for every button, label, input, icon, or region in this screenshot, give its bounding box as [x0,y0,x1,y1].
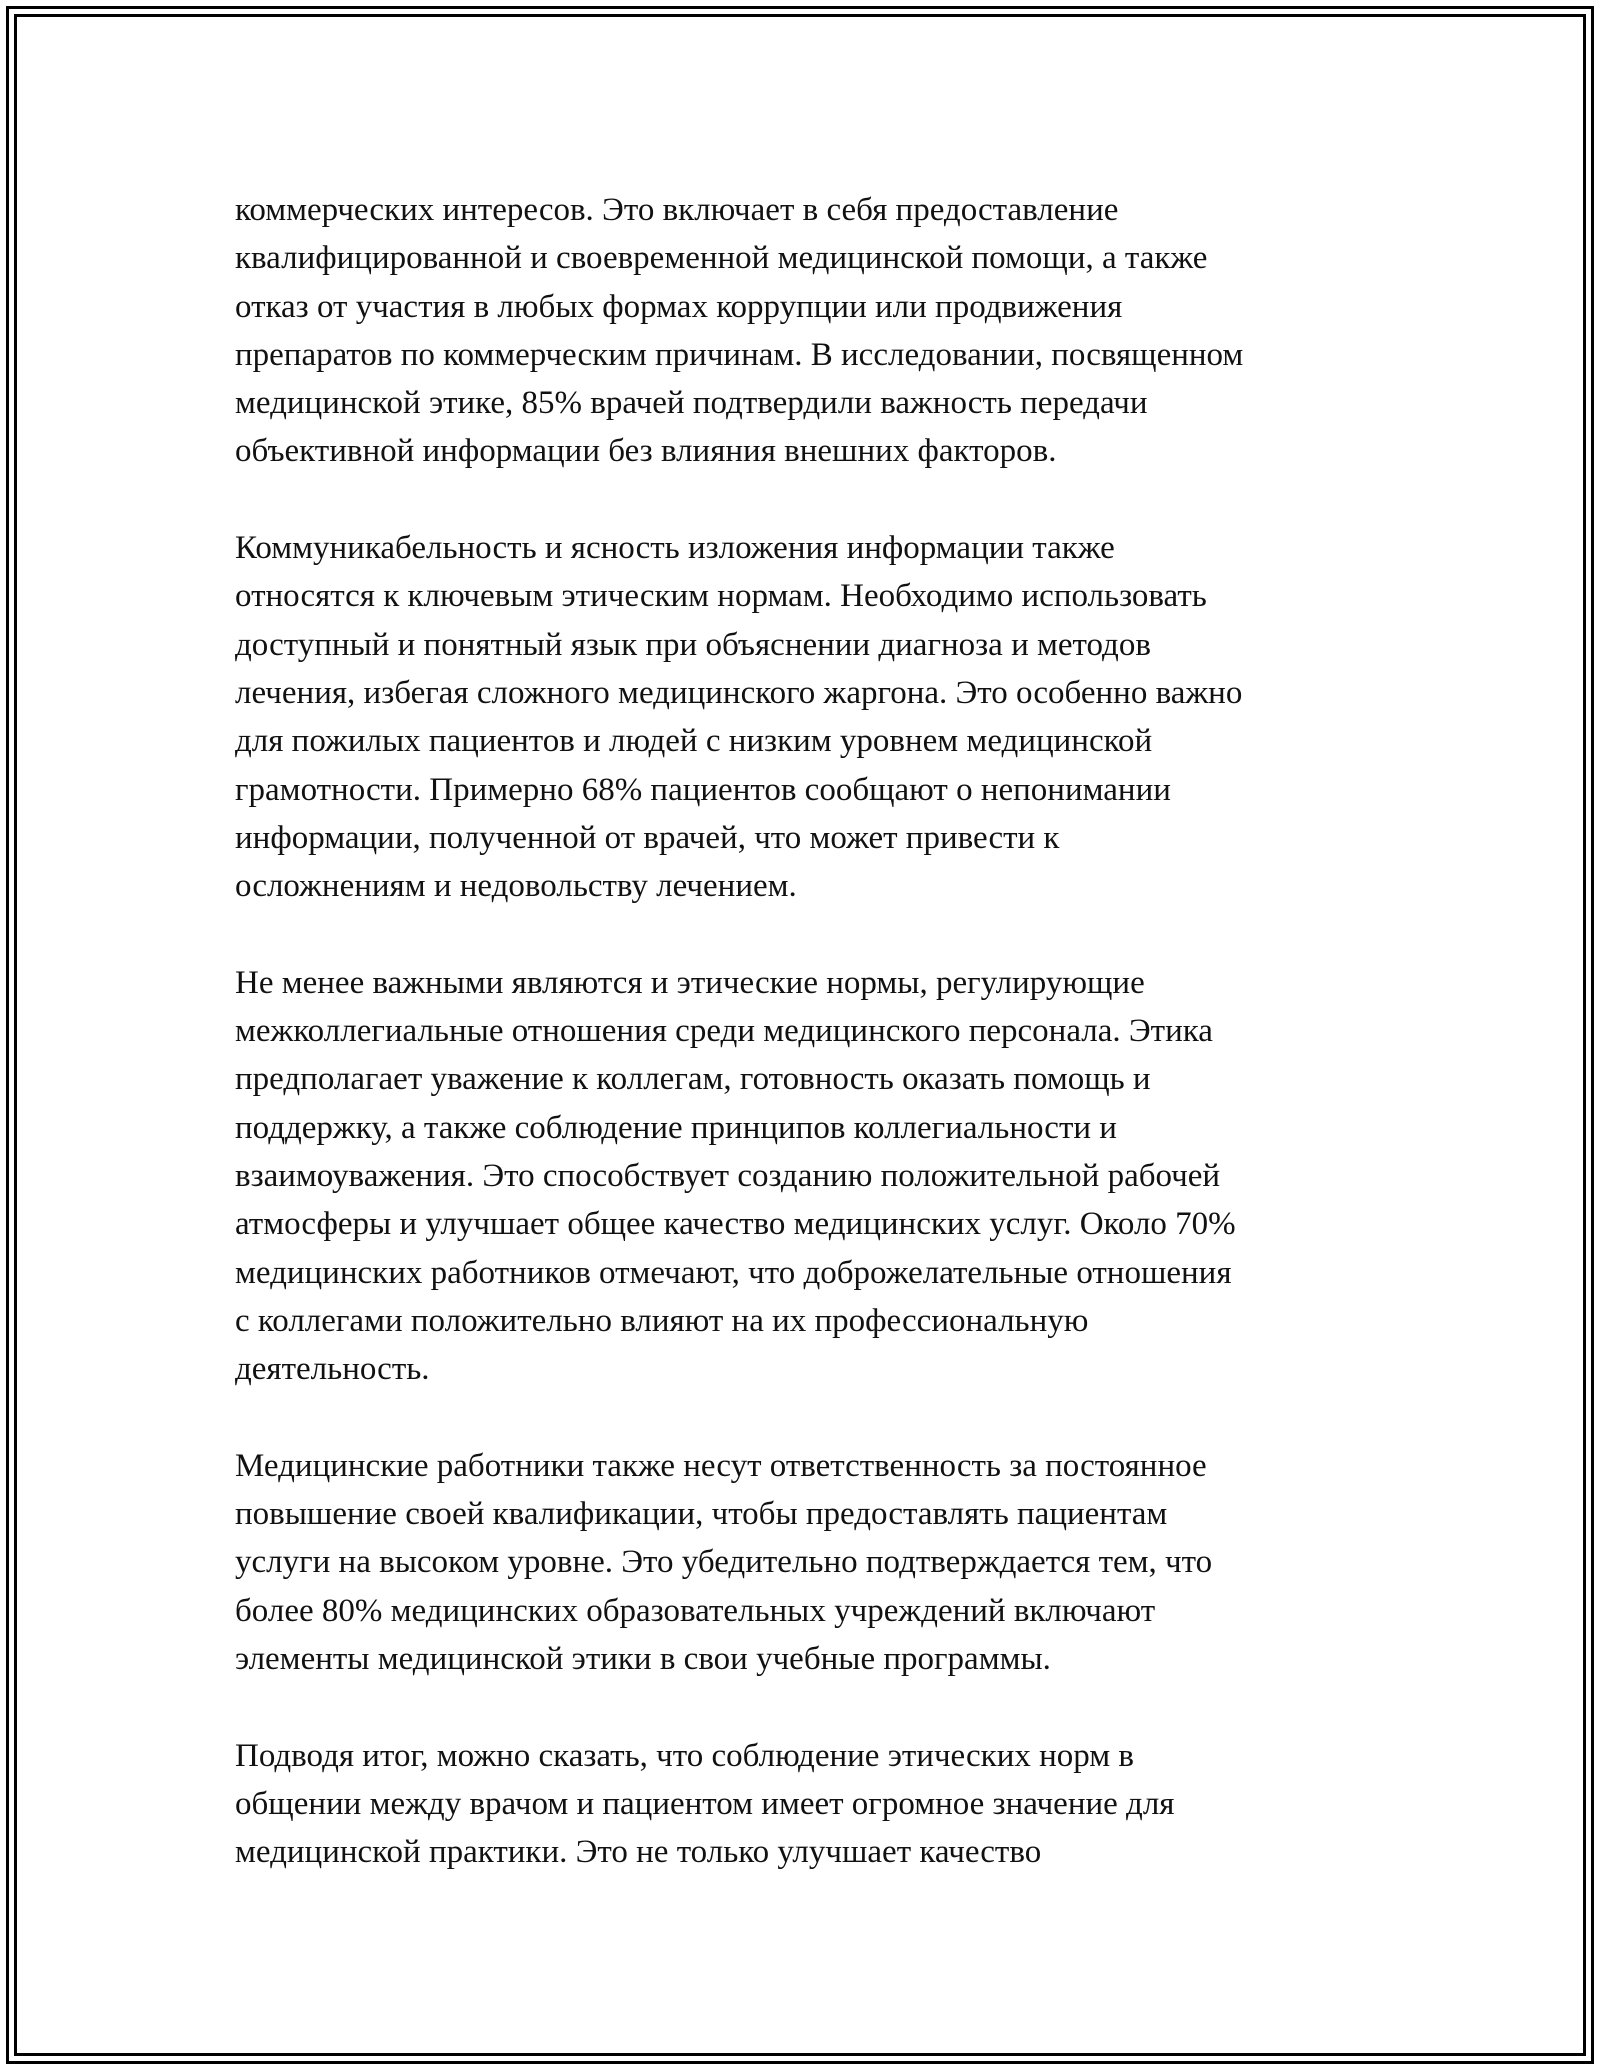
paragraph-qualification [235,1442,1395,1683]
text-line: атмосферы и улучшает общее качество медицинских услуг. Около 70% [235,1206,1236,1243]
text-line: объективной информации без влияния внешних факторов. [235,433,1057,470]
text-line: взаимоуважения. Это способствует созданию положительной рабочей [235,1157,1221,1194]
text-line: элементы медицинской этики в свои учебные программы. [235,1640,1051,1677]
paragraph-commercial-interests [235,186,1395,476]
text-line: отказ от участия в любых формах коррупции или продвижения [235,288,1123,325]
text-line: препаратов по коммерческим причинам. В исследовании, посвященном [235,336,1244,373]
text-line: грамотности. Примерно 68% пациентов сообщают о непонимании [235,771,1171,808]
text-line: услуги на высоком уровне. Это убедительно подтверждается тем, что [235,1544,1213,1581]
text-line: медицинской практики. Это не только улучшает качество [235,1834,1042,1871]
text-line: коммерческих интересов. Это включает в себя предоставление [235,192,1119,228]
text-line: общении между врачом и пациентом имеет огромное значение для [235,1785,1175,1822]
document-body [235,186,1395,1925]
text-line: осложнениям и недовольству лечением. [235,868,797,905]
text-line: межколлегиальные отношения среди медицинского персонала. Этика [235,1013,1213,1050]
paragraph-communication [235,524,1395,910]
paragraph-conclusion [235,1732,1395,1877]
text-line: лечения, избегая сложного медицинского жаргона. Это особенно важно [235,674,1243,711]
text-line: Не менее важными являются и этические нормы, регулирующие [235,964,1145,1001]
text-line: Подводя итог, можно сказать, что соблюдение этических норм в [235,1737,1134,1774]
text-line: для пожилых пациентов и людей с низким уровнем медицинской [235,723,1153,760]
text-line: поддержку, а также соблюдение принципов коллегиальности и [235,1109,1117,1146]
text-line: Коммуникабельность и ясность изложения информации также [235,530,1115,567]
text-line: предполагает уважение к коллегам, готовность оказать помощь и [235,1061,1151,1098]
text-line: повышение своей квалификации, чтобы предоставлять пациентам [235,1496,1168,1533]
text-line: относятся к ключевым этическим нормам. Необходимо использовать [235,578,1207,615]
text-line: деятельность. [235,1351,430,1388]
text-line: медицинских работников отмечают, что доброжелательные отношения [235,1254,1232,1291]
text-line: более 80% медицинских образовательных учреждений включают [235,1592,1156,1629]
text-line: Медицинские работники также несут ответственность за постоянное [235,1447,1207,1484]
text-line: медицинской этике, 85% врачей подтвердили важность передачи [235,385,1148,422]
text-line: доступный и понятный язык при объяснении диагноза и методов [235,626,1151,663]
text-line: информации, полученной от врачей, что может привести к [235,819,1060,856]
text-line: квалифицированной и своевременной медицинской помощи, а также [235,240,1208,277]
text-line: с коллегами положительно влияют на их профессиональную [235,1302,1089,1339]
paragraph-collegial-relations [235,959,1395,1394]
